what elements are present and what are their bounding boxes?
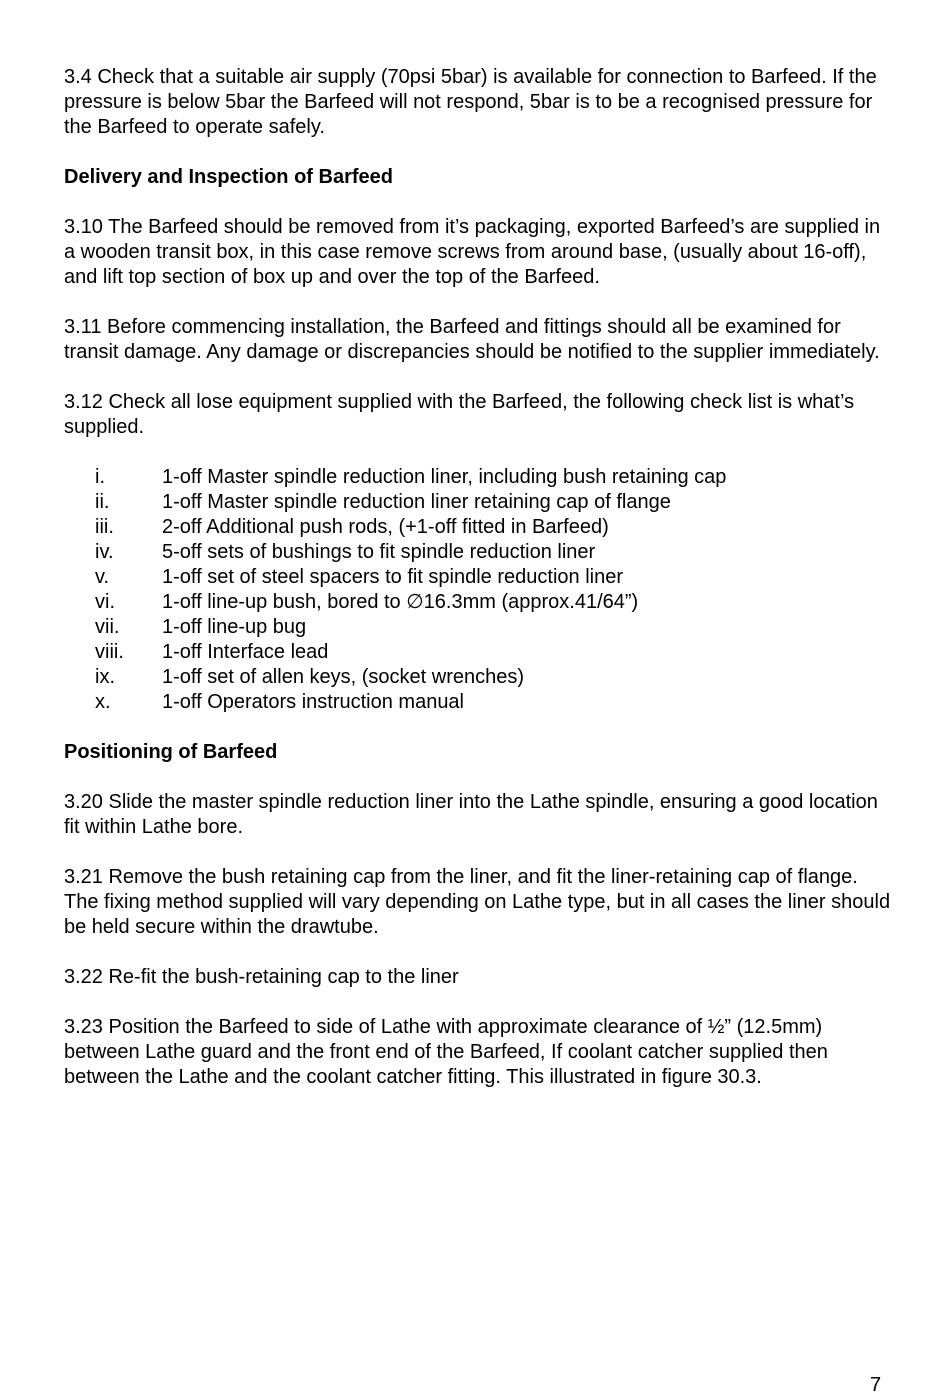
- list-item-number: x.: [95, 691, 111, 713]
- paragraph-3-23: 3.23 Position the Barfeed to side of Lathe with approximate clearance of ½” (12.5mm) between Lathe guard and the front end of the Barfeed, If coolant catcher supplied then between the Lathe and the coolant catcher fitting. This illustrated in figure 30.3.: [64, 1016, 828, 1088]
- equipment-check-list: [64, 465, 894, 715]
- list-item: [64, 465, 894, 490]
- list-item: [64, 640, 894, 665]
- paragraph-3-21: 3.21 Remove the bush retaining cap from the liner, and fit the liner-retaining cap of flange. The fixing method supplied will vary depending on Lathe type, but in all cases the liner should be held secure within the drawtube.: [64, 866, 891, 938]
- list-item-number: ii.: [95, 491, 110, 513]
- heading-delivery-inspection: Delivery and Inspection of Barfeed: [64, 166, 393, 188]
- list-item: [64, 540, 894, 565]
- paragraph-3-20: 3.20 Slide the master spindle reduction liner into the Lathe spindle, ensuring a good location fit within Lathe bore.: [64, 791, 878, 838]
- paragraph-3-22: 3.22 Re-fit the bush-retaining cap to the liner: [64, 966, 459, 988]
- list-item-number: iii.: [95, 516, 114, 538]
- list-item: [64, 490, 894, 515]
- list-item-number: vi.: [95, 591, 115, 613]
- list-item-text: 1-off line-up bug: [162, 616, 307, 638]
- document-page: [64, 65, 894, 1115]
- list-item-text: 5-off sets of bushings to fit spindle reduction liner: [162, 541, 596, 563]
- list-item: [64, 665, 894, 690]
- list-item: [64, 690, 894, 715]
- list-item: [64, 565, 894, 590]
- list-item-text: 1-off Master spindle reduction liner, including bush retaining cap: [162, 466, 727, 488]
- list-item-text: 1-off line-up bush, bored to ∅16.3mm (approx.41/64”): [162, 591, 639, 613]
- list-item: [64, 590, 894, 615]
- page-number: 7: [870, 1374, 882, 1396]
- list-item-number: i.: [95, 466, 105, 488]
- list-item-number: iv.: [95, 541, 114, 563]
- list-item-text: 1-off Master spindle reduction liner retaining cap of flange: [162, 491, 671, 513]
- list-item-text: 1-off Interface lead: [162, 641, 329, 663]
- list-item-text: 1-off Operators instruction manual: [162, 691, 465, 713]
- paragraph-3-12: 3.12 Check all lose equipment supplied with the Barfeed, the following check list is what’s supplied.: [64, 391, 855, 438]
- list-item-text: 2-off Additional push rods, (+1-off fitted in Barfeed): [162, 516, 609, 538]
- list-item-number: vii.: [95, 616, 120, 638]
- paragraph-3-11: 3.11 Before commencing installation, the Barfeed and fittings should all be examined for transit damage. Any damage or discrepancies should be notified to the supplier immediately.: [64, 316, 880, 363]
- list-item-number: ix.: [95, 666, 115, 688]
- list-item-number: viii.: [95, 641, 124, 663]
- list-item: [64, 515, 894, 540]
- list-item-text: 1-off set of steel spacers to fit spindle reduction liner: [162, 566, 623, 588]
- paragraph-3-10: 3.10 The Barfeed should be removed from it’s packaging, exported Barfeed’s are supplied in a wooden transit box, in this case remove screws from around base, (usually about 16-off), and lift top section of box up and over the top of the Barfeed.: [64, 216, 881, 288]
- list-item: [64, 615, 894, 640]
- heading-positioning: Positioning of Barfeed: [64, 741, 278, 763]
- list-item-number: v.: [95, 566, 110, 588]
- paragraph-3-4: 3.4 Check that a suitable air supply (70psi 5bar) is available for connection to Barfeed. If the pressure is below 5bar the Barfeed will not respond, 5bar is to be a recognised pressure for the Barfeed to operate safely.: [64, 66, 877, 138]
- list-item-text: 1-off set of allen keys, (socket wrenches): [162, 666, 525, 688]
